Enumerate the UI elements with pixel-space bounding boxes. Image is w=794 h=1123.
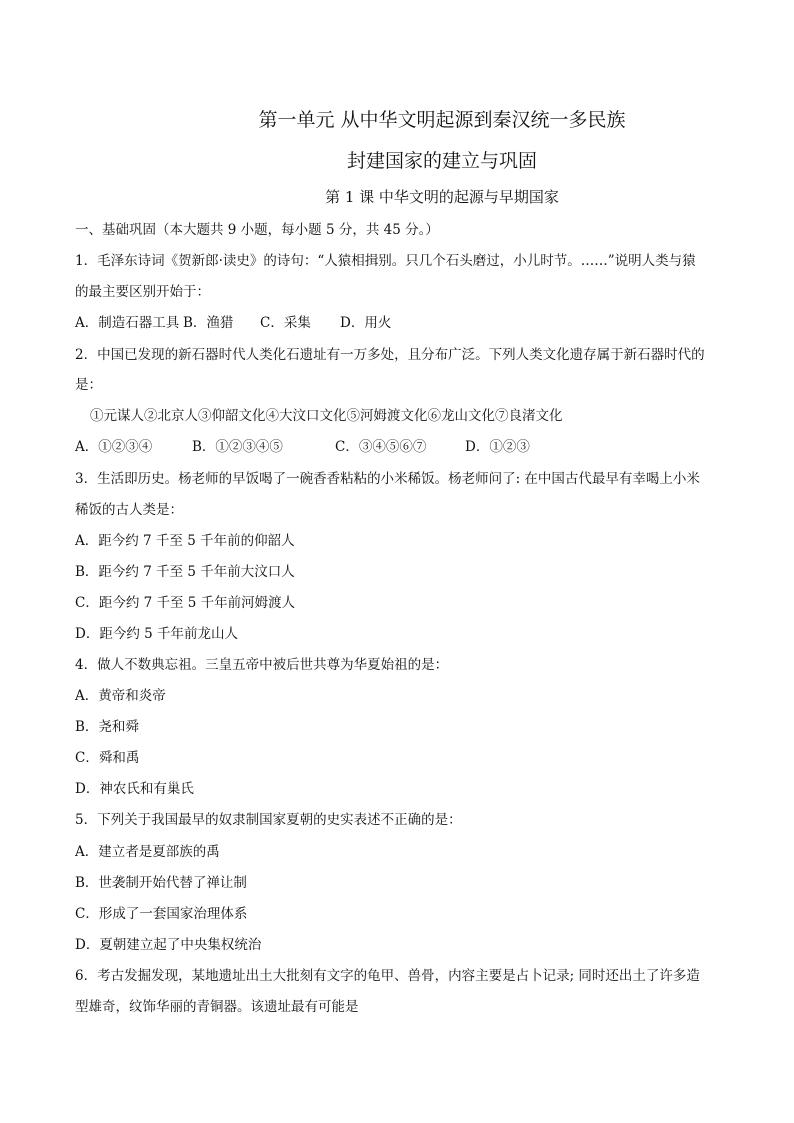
section-heading: 一、基础巩固（本大题共 9 小题，每小题 5 分，共 45 分。） [75,222,439,238]
option-b: B．渔猎 [183,315,234,331]
question-3-option-c: C．距今约 7 千至 5 千年前河姆渡人 [75,595,296,611]
question-5-option-c: C．形成了一套国家治理体系 [75,906,248,922]
question-3-stem-cont: 稀饭的古人类是： [75,502,183,518]
question-5-option-a: A．建立者是夏部族的禹 [75,844,220,860]
question-4-option-b: B．尧和舜 [75,719,139,735]
question-1-stem-cont: 的最主要区别开始于： [75,284,210,300]
question-3-stem: 3．生活即历史。杨老师的早饭喝了一碗香香粘粘的小米稀饭。杨老师问了: 在中国古代最早有幸喝上小米 [75,471,700,487]
question-4-stem: 4．做人不数典忘祖。三皇五帝中被后世共尊为华夏始祖的是： [75,657,449,673]
option-b: B．①②③④⑤ [192,439,283,455]
question-3-option-b: B．距今约 7 千至 5 千年前大汶口人 [75,564,295,580]
option-c: C．③④⑤⑥⑦ [335,439,427,455]
question-2-stem-cont: 是： [75,377,102,393]
question-5-option-d: D．夏朝建立起了中央集权统治 [75,937,262,953]
question-6-stem-cont: 型雄奇，纹饰华丽的青铜器。该遗址最有可能是 [75,999,359,1015]
question-1-options [75,314,725,332]
question-6-stem: 6．考古发掘发现，某地遗址出土大批刻有文字的龟甲、兽骨，内容主要是占卜记录; 同时还出土了许多造 [75,968,700,984]
question-3-option-d: D．距今约 5 千年前龙山人 [75,626,238,642]
option-a: A．制造石器工具 [75,315,180,331]
question-5-stem: 5．下列关于我国最早的奴隶制国家夏朝的史实表述不正确的是： [75,812,462,828]
lesson-title: 第 1 课 中华文明的起源与早期国家 [325,188,559,206]
option-d: D．用火 [340,315,392,331]
question-4-option-a: A．黄帝和炎帝 [75,688,166,704]
question-5-option-b: B．世袭制开始代替了禅让制 [75,875,247,891]
question-2-items: ①元谋人②北京人③仰韶文化④大汶口文化⑤河姆渡文化⑥龙山文化⑦良渚文化 [90,408,563,424]
option-c: C．采集 [260,315,311,331]
unit-title: 第一单元 从中华文明起源到秦汉统一多民族 [258,109,626,131]
question-4-option-c: C．舜和禹 [75,750,140,766]
question-2-options [75,438,725,456]
question-4-option-d: D．神农氏和有巢氏 [75,781,194,797]
question-2-stem: 2．中国已发现的新石器时代人类化石遗址有一万多处，且分布广泛。下列人类文化遗存属于新石器时代的 [75,347,705,363]
option-d: D．①②③ [465,439,530,455]
option-a: A．①②③④ [75,439,153,455]
question-1-stem: 1．毛泽东诗词《贺新郎·读史》的诗句：“人猿相揖别。只几个石头磨过，小儿时节。……”说明人类与猿 [75,253,696,269]
unit-title-line-2: 封建国家的建立与巩固 [346,150,537,172]
question-3-option-a: A．距今约 7 千至 5 千年前的仰韶人 [75,533,295,549]
